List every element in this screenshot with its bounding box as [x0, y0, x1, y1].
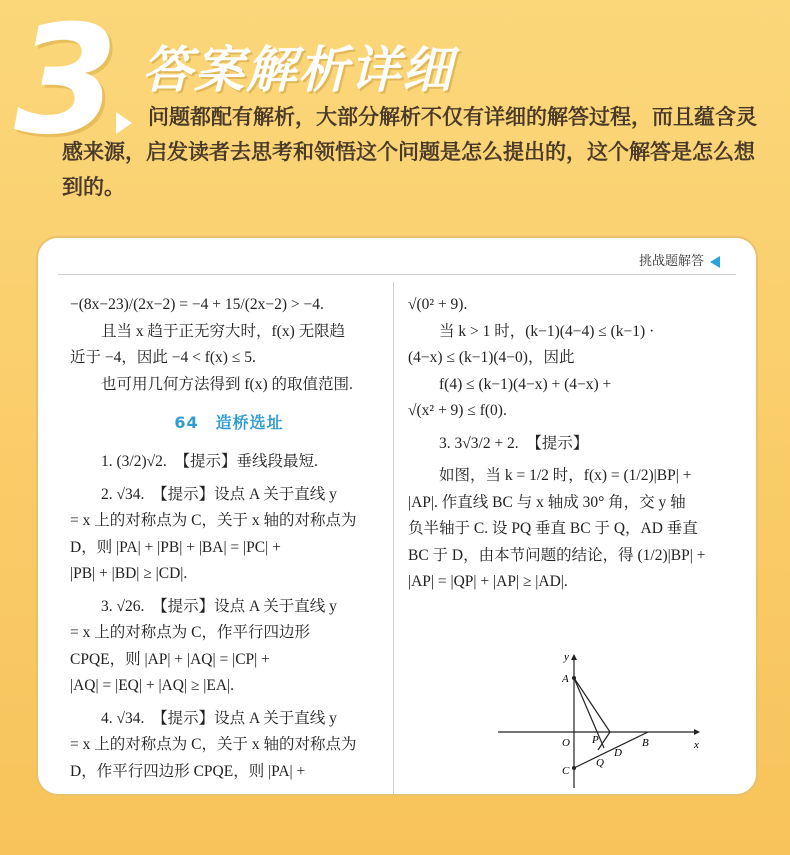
- point-C: [572, 766, 576, 770]
- text-line: 近于 −4，因此 −4 < f(x) ≤ 5.: [70, 349, 256, 366]
- text-line: √(x² + 9) ≤ f(0).: [408, 402, 507, 419]
- label-A: A: [562, 673, 569, 685]
- text-line: 当 k > 1 时，(k−1)(4−4) ≤ (k−1) ·: [439, 322, 655, 340]
- column-divider: [393, 282, 394, 794]
- section-title: 答案解析详细: [142, 41, 454, 99]
- intro-paragraph: 问题都配有解析，大部分解析不仅有详细的解答过程，而且蕴含灵感来源，启发读者去思考和领悟这个问题是怎么提出的，这个解答是怎么想到的。: [62, 105, 757, 199]
- page-header-label: 挑战题解答: [638, 254, 704, 269]
- text-line: −(8x−23)/(2x−2) = −4 + 15/(2x−2) > −4.: [70, 296, 324, 313]
- label-P: P: [592, 734, 599, 746]
- point-A: [572, 676, 576, 680]
- text-line: CPQE，则 |AP| + |AQ| = |CP| +: [70, 650, 270, 668]
- segment-CB: [574, 732, 648, 768]
- triangle-marker-icon: [710, 256, 720, 268]
- section-heading: 64 造桥选址: [174, 413, 284, 432]
- text-line: D，则 |PA| + |PB| + |BA| = |PC| +: [70, 538, 281, 556]
- answer-item-3-right: 3. 3√3/2 + 2. 【提示】: [439, 434, 589, 452]
- header-divider: [58, 274, 736, 275]
- x-axis-arrow-icon: [694, 729, 700, 735]
- text-line: 如图，当 k = 1/2 时，f(x) = (1/2)|BP| +: [439, 467, 692, 484]
- text-line: = x 上的对称点为 C，关于 x 轴的对称点为: [70, 736, 357, 753]
- text-line: D，作平行四边形 CPQE，则 |PA| +: [70, 762, 306, 780]
- left-column: [70, 292, 388, 785]
- text-line: √(0² + 9).: [408, 296, 468, 313]
- label-O: O: [562, 737, 570, 749]
- text-line: BC 于 D，由本节问题的结论，得 (1/2)|BP| +: [408, 546, 706, 564]
- label-C: C: [562, 765, 570, 777]
- text-line: f(4) ≤ (k−1)(4−x) + (4−x) +: [439, 375, 612, 393]
- label-y: y: [564, 651, 569, 663]
- right-column: [408, 292, 728, 596]
- text-line: 也可用几何方法得到 f(x) 的取值范围.: [101, 375, 353, 393]
- answer-item-4: 4. √34. 【提示】设点 A 关于直线 y: [101, 709, 337, 727]
- label-Q: Q: [596, 757, 604, 769]
- label-B: B: [642, 737, 649, 749]
- text-line: |PB| + |BD| ≥ |CD|.: [70, 565, 188, 582]
- text-line: |AP|. 作直线 BC 与 x 轴成 30° 角，交 y 轴: [408, 493, 686, 511]
- segment-AP: [574, 678, 610, 732]
- answer-item-1: 1. (3/2)√2. 【提示】垂线段最短.: [101, 453, 318, 470]
- label-D: D: [614, 747, 622, 759]
- text-line: |AQ| = |EQ| + |AQ| ≥ |EA|.: [70, 677, 235, 694]
- text-line: 负半轴于 C. 设 PQ 垂直 BC 于 Q，AD 垂直: [408, 520, 698, 537]
- text-line: = x 上的对称点为 C，作平行四边形: [70, 624, 310, 641]
- section-number: 3: [14, 0, 119, 168]
- geometry-diagram: [478, 650, 708, 790]
- y-axis-arrow-icon: [571, 654, 577, 660]
- text-line: 且当 x 趋于正无穷大时，f(x) 无限趋: [101, 322, 346, 340]
- page-header: [639, 250, 720, 269]
- text-line: = x 上的对称点为 C，关于 x 轴的对称点为: [70, 512, 357, 529]
- segment-AD: [574, 678, 604, 748]
- book-page-card: [36, 236, 758, 796]
- text-line: (4−x) ≤ (k−1)(4−0)，因此: [408, 349, 575, 366]
- answer-item-3: 3. √26. 【提示】设点 A 关于直线 y: [101, 597, 337, 615]
- answer-item-2: 2. √34. 【提示】设点 A 关于直线 y: [101, 485, 337, 503]
- text-line: |AP| = |QP| + |AP| ≥ |AD|.: [408, 573, 568, 590]
- label-x: x: [694, 739, 699, 751]
